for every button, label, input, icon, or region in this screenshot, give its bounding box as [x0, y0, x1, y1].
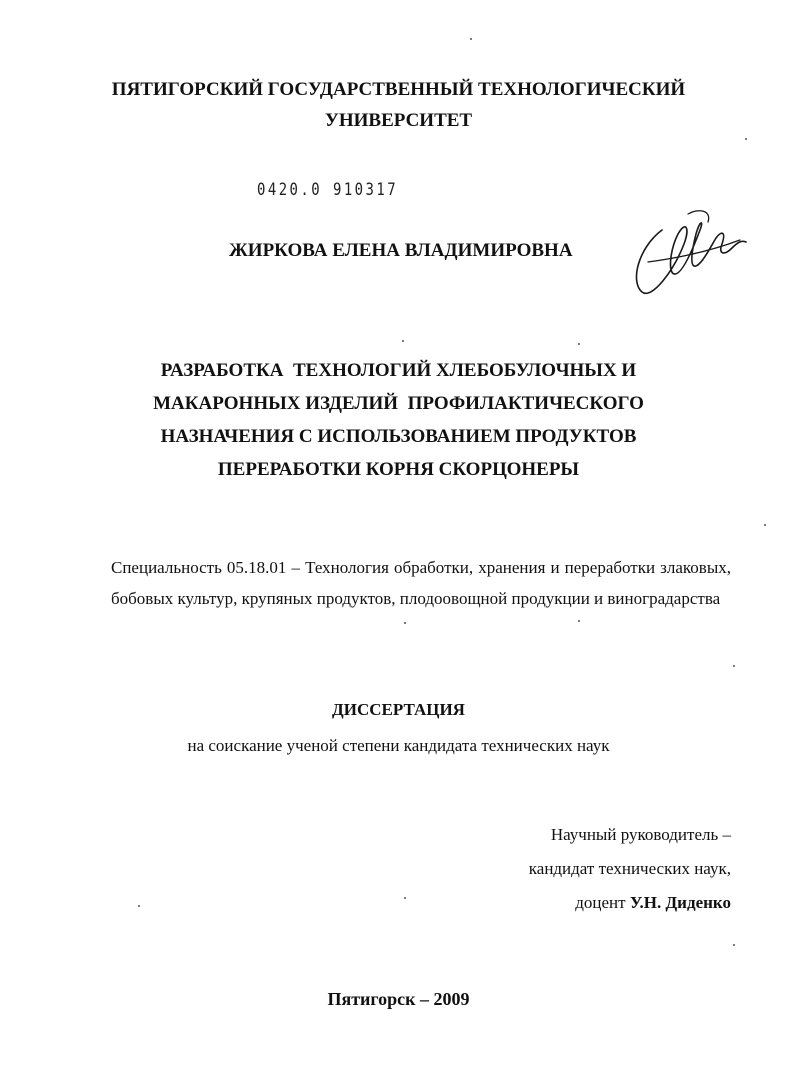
- title-line1: РАЗРАБОТКА ТЕХНОЛОГИЙ ХЛЕБОБУЛОЧНЫХ И: [160, 360, 637, 381]
- scan-speck: [404, 897, 406, 899]
- scan-speck: [745, 138, 747, 140]
- scan-speck: [138, 905, 140, 907]
- scan-speck: [733, 665, 735, 667]
- title-line3: НАЗНАЧЕНИЯ С ИСПОЛЬЗОВАНИЕМ ПРОДУКТОВ: [160, 426, 637, 447]
- thesis-label: ДИССЕРТАЦИЯ: [332, 700, 465, 719]
- dissertation-title: [0, 354, 797, 486]
- university-name: [0, 74, 797, 136]
- degree-text: на соискание ученой степени кандидата технических наук: [187, 736, 610, 755]
- supervisor-name: У.Н. Диденко: [629, 893, 731, 912]
- author-name: ЖИРКОВА ЕЛЕНА ВЛАДИМИРОВНА: [229, 240, 573, 261]
- city-year: Пятигорск – 2009: [327, 989, 470, 1009]
- title-line4: ПЕРЕРАБОТКИ КОРНЯ СКОРЦОНЕРЫ: [217, 459, 580, 480]
- scan-speck: [764, 524, 766, 526]
- scan-speck: [733, 944, 735, 946]
- signature-icon: [628, 200, 748, 304]
- title-line2: МАКАРОННЫХ ИЗДЕЛИЙ ПРОФИЛАКТИЧЕСКОГО: [153, 393, 644, 414]
- registration-number: 0420.0 910317: [257, 180, 399, 200]
- supervisor-position: доцент: [575, 893, 626, 912]
- supervisor-block: [529, 818, 731, 920]
- scan-speck: [404, 622, 406, 624]
- supervisor-line1: Научный руководитель –: [550, 825, 731, 844]
- university-name-line1: ПЯТИГОРСКИЙ ГОСУДАРСТВЕННЫЙ ТЕХНОЛОГИЧЕСКИЙ: [111, 79, 686, 100]
- scan-speck: [578, 620, 580, 622]
- university-name-line2: УНИВЕРСИТЕТ: [324, 110, 473, 131]
- supervisor-line3: [529, 886, 731, 920]
- scan-speck: [470, 38, 472, 40]
- scan-speck: [578, 343, 580, 345]
- scan-speck: [402, 340, 404, 342]
- supervisor-line2: кандидат технических наук,: [528, 859, 731, 878]
- specialty-text: Специальность 05.18.01 – Технология обработки, хранения и переработки злаковых, бобовых культур, крупяных продуктов, плодоовощной продукции и виноградарства: [111, 558, 731, 608]
